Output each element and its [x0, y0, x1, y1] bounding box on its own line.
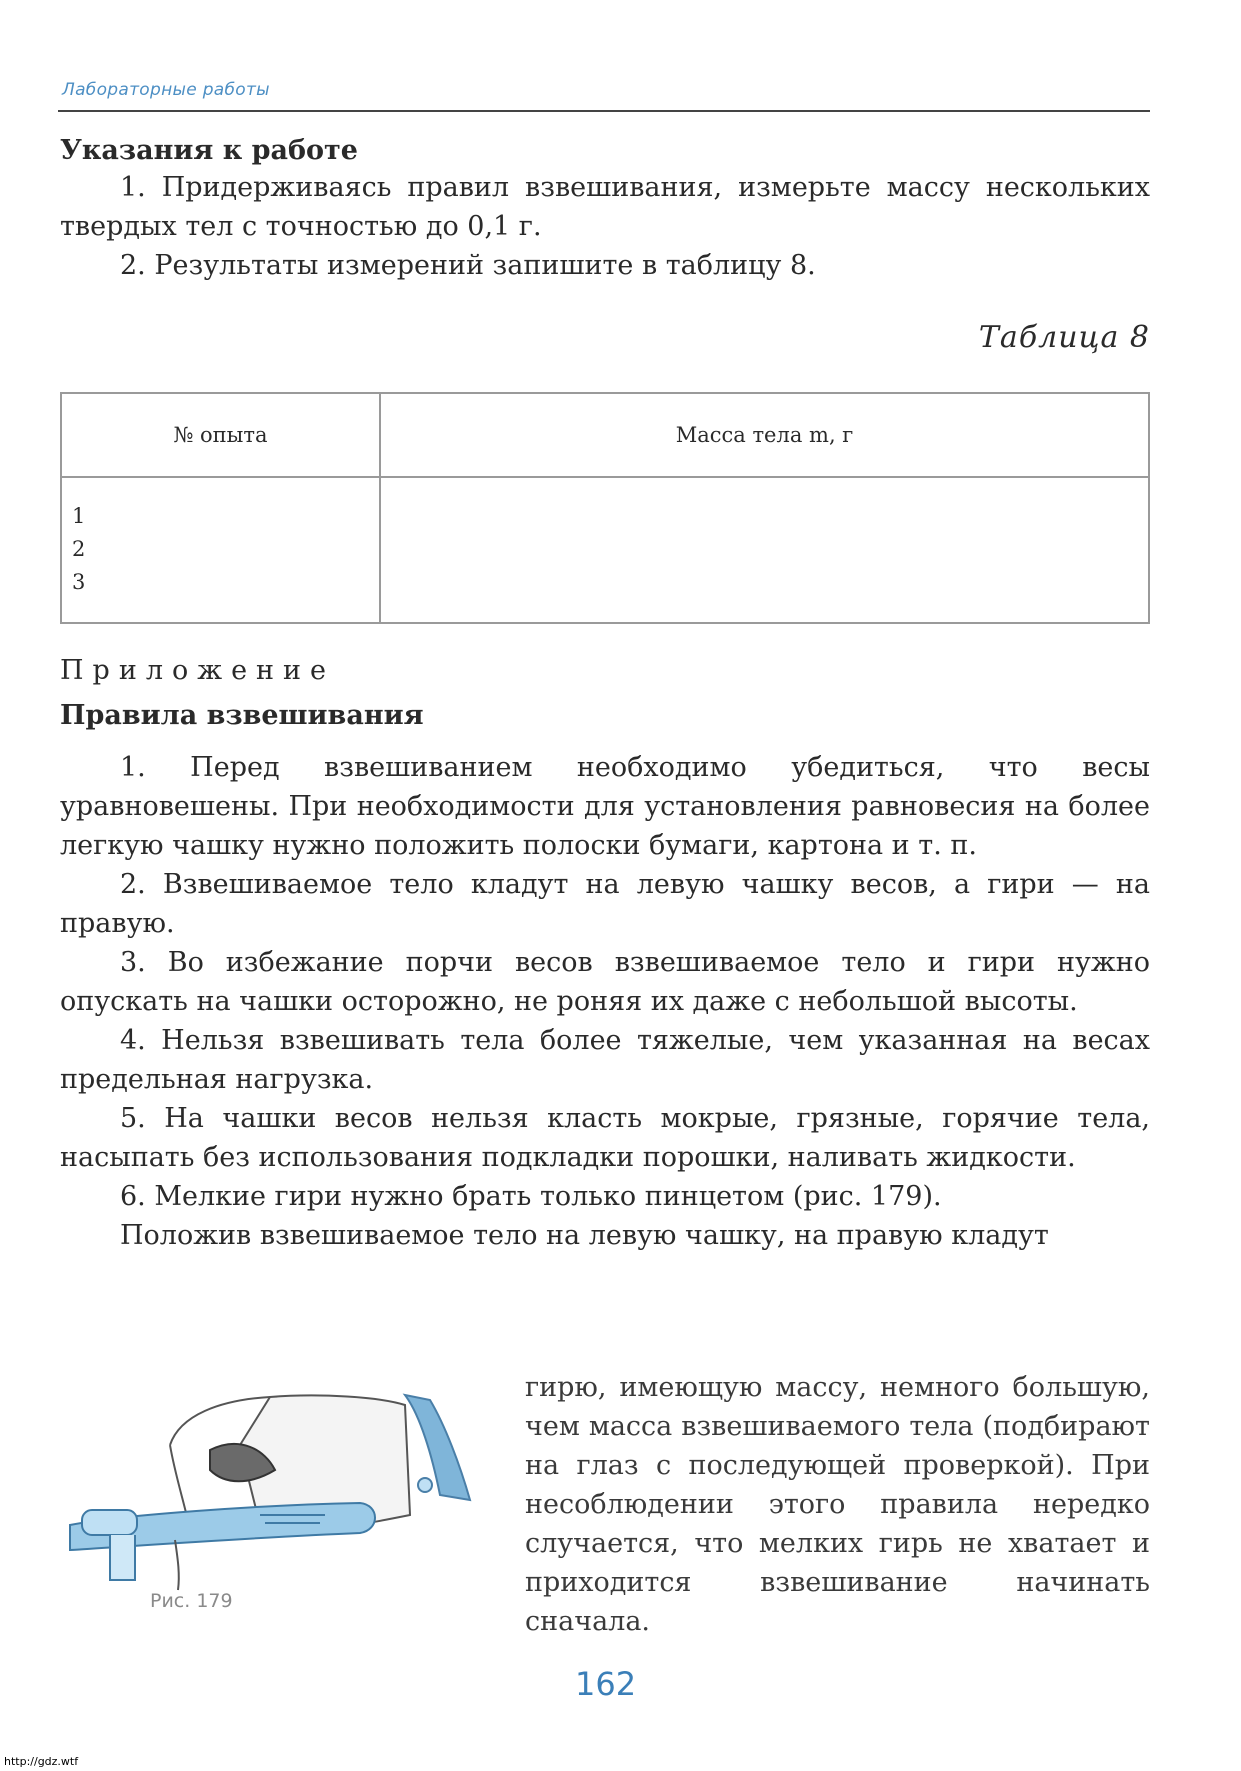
- row-number: 2: [72, 537, 86, 561]
- table-area: [60, 0, 1150, 700]
- final-paragraph-line: Положив взвешиваемое тело на левую чашку, на правую кладут: [120, 1220, 1049, 1251]
- row-number: 3: [72, 570, 86, 594]
- col-header-experiment: № опыта: [61, 393, 380, 477]
- rule-item: 4. Нельзя взвешивать тела более тяжелые, чем указанная на весах предельная нагрузка.: [60, 1025, 1150, 1095]
- measurement-table: [60, 392, 1150, 624]
- figure-caption: Рис. 179: [150, 1590, 233, 1612]
- rule-item: 6. Мелкие гири нужно брать только пинцетом (рис. 179).: [120, 1181, 942, 1212]
- instructions-heading: Указания к работе: [60, 135, 358, 166]
- rule-item: 2. Взвешиваемое тело кладут на левую чашку весов, а гири — на правую.: [60, 869, 1150, 939]
- instruction-item: 1. Придерживаясь правил взвешивания, измерьте массу нескольких твердых тел с точностью до 0,1 г.: [60, 172, 1150, 242]
- final-paragraph-rest: гирю, имеющую массу, немного большую, чем масса взвешиваемого тела (подбирают на глаз с последующей проверкой). При несоблюдении этого правила нередко случается, что мелких гирь не хватает и приходится взвешивание начинать сначала.: [525, 1372, 1150, 1637]
- rule-item: 5. На чашки весов нельзя класть мокрые, грязные, горячие тела, насыпать без использования подкладки порошки, наливать жидкости.: [60, 1103, 1150, 1173]
- appendix-label: Приложение: [60, 655, 336, 686]
- running-title: Лабораторные работы: [62, 80, 270, 100]
- experiment-numbers: [61, 477, 380, 623]
- rules-list: [60, 748, 1150, 1255]
- mass-values-cell: [380, 477, 1149, 623]
- page-number: 162: [575, 1665, 637, 1703]
- rules-heading: Правила взвешивания: [60, 700, 424, 731]
- watermark: http://gdz.wtf: [4, 1755, 79, 1768]
- instruction-item: 2. Результаты измерений запишите в таблицу 8.: [120, 250, 816, 281]
- rule-item: 3. Во избежание порчи весов взвешиваемое тело и гири нужно опускать на чашки осторожно, не роняя их даже с небольшой высоты.: [60, 947, 1150, 1017]
- hand-with-tweezers-icon: [60, 1375, 500, 1650]
- table-caption: Таблица 8: [978, 320, 1150, 355]
- row-number: 1: [72, 504, 86, 528]
- rule-item: 1. Перед взвешиванием необходимо убедиться, что весы уравновешены. При необходимости для установления равновесия на более легкую чашку нужно положить полоски бумаги, картона и т. п.: [60, 752, 1150, 861]
- col-header-mass: Масса тела m, г: [380, 393, 1149, 477]
